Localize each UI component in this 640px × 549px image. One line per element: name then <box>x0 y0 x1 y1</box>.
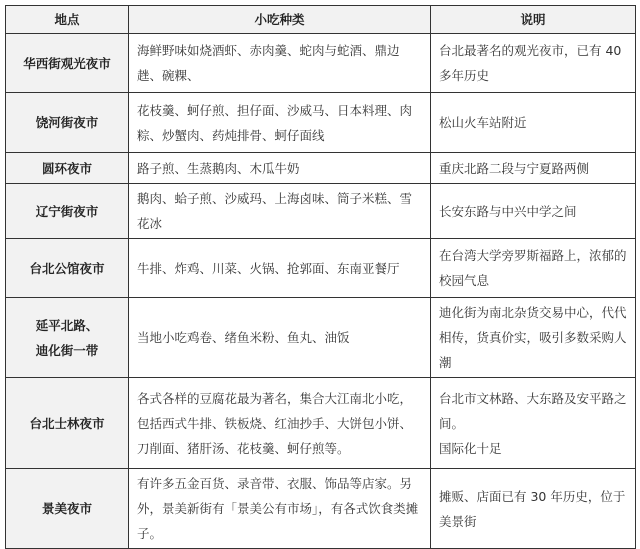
table-row <box>6 378 636 469</box>
cell-note <box>431 469 636 549</box>
cell-food: 当地小吃鸡卷、绪鱼米粉、鱼丸、油饭 <box>129 298 431 378</box>
table-row <box>6 34 636 93</box>
night-market-table <box>5 5 636 549</box>
note-text: 台北市文林路、大东路及安平路之间。 <box>439 390 627 431</box>
place-name: 台北公馆夜市 <box>29 260 105 276</box>
table-row <box>6 469 636 549</box>
cell-food: 路子煎、生蒸鹅肉、木瓜牛奶 <box>129 153 431 184</box>
cell-place <box>6 34 129 93</box>
place-name: 迪化街一带 <box>35 342 99 358</box>
cell-note <box>431 298 636 378</box>
cell-food: 花枝羹、蚵仔煎、担仔面、沙威马、日本料理、肉粽、炒蟹肉、药炖排骨、蚵仔面线 <box>129 93 431 153</box>
cell-note <box>431 34 636 93</box>
note-text: 重庆北路二段与宁夏路两侧 <box>439 160 590 176</box>
note-text: 摊贩、店面已有 30 年历史，位于美景街 <box>439 488 626 529</box>
place-name: 景美夜市 <box>41 501 92 516</box>
cell-food: 各式各样的豆腐花最为著名，集合大江南北小吃，包括西式牛排、铁板烧、红油抄手、大饼包小饼、刀削面、猪肝汤、花枝羹、蚵仔煎等。 <box>129 378 431 469</box>
note-text: 国际化十足 <box>439 440 502 456</box>
cell-place <box>6 184 129 239</box>
cell-place <box>6 239 129 298</box>
cell-place <box>6 469 129 549</box>
table-row <box>6 239 636 298</box>
table-header-row <box>6 6 636 34</box>
header-note: 说明 <box>431 6 636 34</box>
note-text: 长安东路与中兴中学之间 <box>439 203 577 219</box>
cell-place <box>6 298 129 378</box>
header-place: 地点 <box>6 6 129 34</box>
cell-note <box>431 184 636 239</box>
cell-food: 牛排、炸鸡、川菜、火锅、抢郭面、东南亚餐厅 <box>129 239 431 298</box>
cell-note <box>431 239 636 298</box>
cell-food: 鹅肉、蛤子煎、沙威玛、上海卤味、筒子米糕、雪花冰 <box>129 184 431 239</box>
place-name: 华西街观光夜市 <box>23 55 111 71</box>
note-text: 松山火车站附近 <box>439 115 527 130</box>
place-name: 饶河街夜市 <box>35 115 99 130</box>
cell-food: 有许多五金百货、录音带、衣服、饰品等店家。另外，景美新街有「景美公有市场」，有各式饮食类摊子。 <box>129 469 431 549</box>
cell-note <box>431 378 636 469</box>
place-name: 台北士林夜市 <box>29 415 105 431</box>
cell-place <box>6 378 129 469</box>
header-food: 小吃种类 <box>129 6 431 34</box>
note-text: 迪化街为南北杂货交易中心，代代相传，货真价实，吸引多数采购人潮 <box>439 305 627 370</box>
table-row <box>6 153 636 184</box>
note-text: 台北最著名的观光夜市，已有 40 多年历史 <box>439 43 622 83</box>
cell-note <box>431 153 636 184</box>
cell-place <box>6 93 129 153</box>
cell-place <box>6 153 129 184</box>
place-name: 延平北路、 <box>35 317 99 333</box>
table-row <box>6 298 636 378</box>
table-row <box>6 93 636 153</box>
table-row <box>6 184 636 239</box>
place-name: 圆环夜市 <box>41 160 92 176</box>
place-name: 辽宁街夜市 <box>35 203 99 219</box>
cell-note <box>431 93 636 153</box>
note-text: 在台湾大学旁罗斯福路上，浓郁的校园气息 <box>439 248 627 288</box>
cell-food: 海鲜野味如烧酒虾、赤肉羹、蛇肉与蛇酒、鼎边趖、碗粿、 <box>129 34 431 93</box>
